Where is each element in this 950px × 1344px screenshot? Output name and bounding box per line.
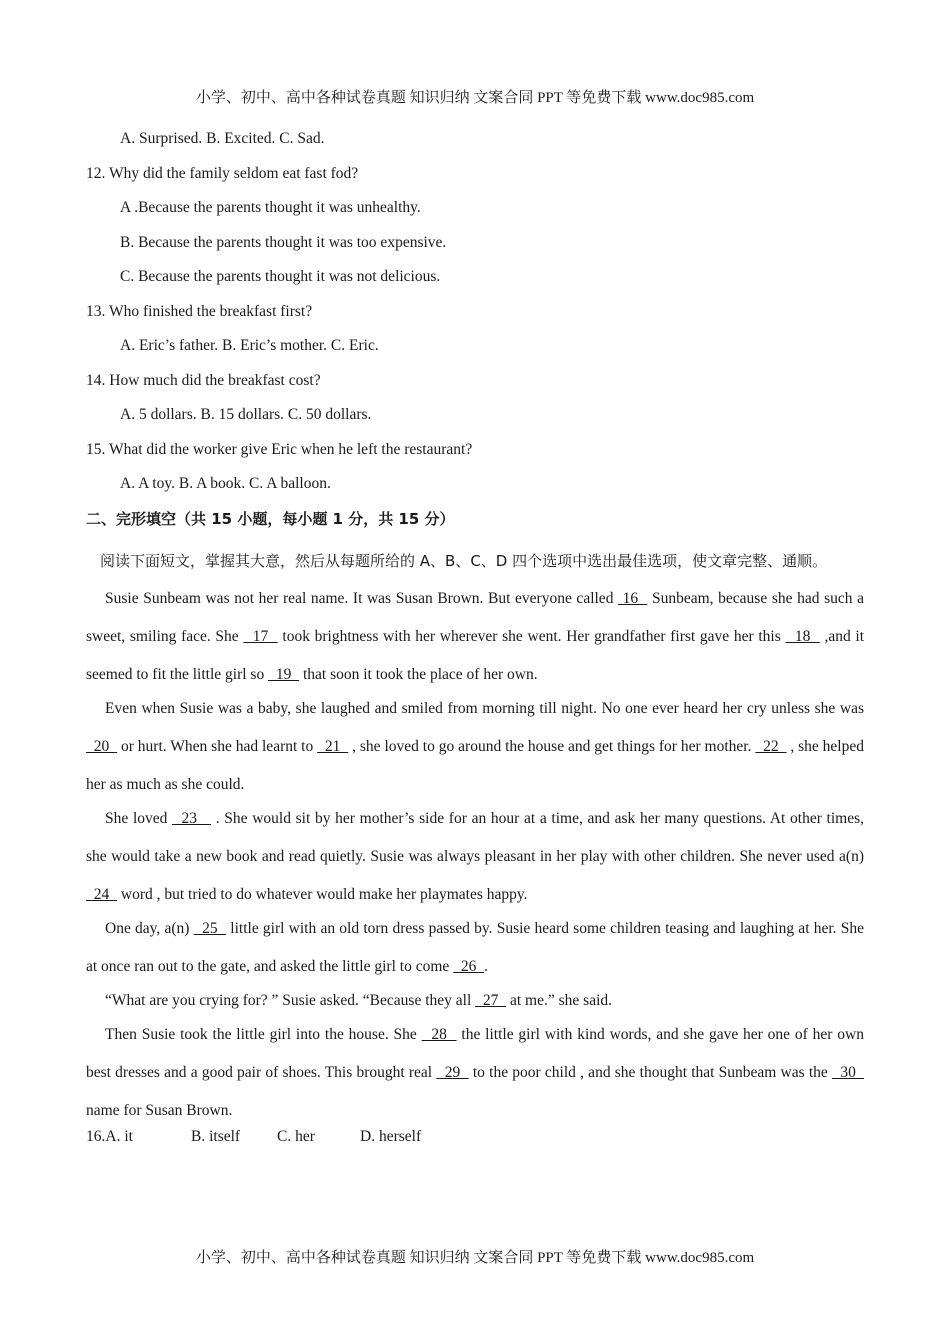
q16-option-d: D. herself	[360, 1127, 422, 1145]
paragraph-text: , she helped her as much as she could.	[86, 737, 864, 793]
cloze-section-title: 二、完形填空（共 15 小题，每小题 1 分，共 15 分）	[86, 509, 455, 528]
paragraph-text: “What are you crying for? ” Susie asked. “Because they all	[105, 991, 476, 1009]
q15-options: A. A toy. B. A book. C. A balloon.	[120, 475, 331, 492]
q11-options: A. Surprised. B. Excited. C. Sad.	[120, 130, 325, 147]
q12-question: 12. Why did the family seldom eat fast fod?	[86, 164, 359, 182]
page-footer: 小学、初中、高中各种试卷真题 知识归纳 文案合同 PPT 等免费下载 www.doc985.com	[195, 1250, 755, 1266]
paragraph-text: at me.” she said.	[506, 991, 613, 1009]
cloze-paragraph-6	[86, 1016, 864, 1130]
q16-option-a: 16.A. it	[86, 1127, 133, 1145]
paragraph-text: the little girl with kind words, and she gave her one of her own best dresses and a good pair of shoes. This brought real	[86, 1025, 864, 1081]
blank-22: 22	[755, 737, 787, 755]
q15-question: 15. What did the worker give Eric when he left the restaurant?	[86, 440, 473, 458]
paragraph-text: . She would sit by her mother’s side for an hour at a time, and ask her many questions. At other times, she would take a new book and read quietly. Susie was always pleasant in her play with other children. She never used a(n)	[86, 809, 865, 865]
cloze-paragraph-3	[86, 800, 864, 914]
cloze-paragraph-5	[86, 982, 864, 1020]
q16-options	[86, 1126, 864, 1161]
blank-28: 28	[421, 1025, 457, 1043]
paragraph-text: ,and it seemed to fit the little girl so	[86, 627, 865, 683]
cloze-paragraph-2	[86, 690, 864, 804]
blank-25: 25	[193, 919, 227, 937]
paragraph-text: Susie Sunbeam was not her real name. It was Susan Brown. But everyone called	[105, 589, 619, 607]
paragraph-text: .	[484, 957, 489, 975]
paragraph-text: One day, a(n)	[105, 919, 194, 937]
q13-options: A. Eric’s father. B. Eric’s mother. C. Eric.	[120, 337, 379, 354]
blank-21: 21	[317, 737, 349, 755]
blank-26: 26	[453, 957, 485, 975]
paragraph-text: Even when Susie was a baby, she laughed and smiled from morning till night. No one ever heard her cry unless she was	[105, 699, 864, 717]
blank-30: 30	[832, 1063, 865, 1081]
paragraph-text: She loved	[105, 809, 173, 827]
blank-27: 27	[475, 991, 507, 1009]
paragraph-text: Then Susie took the little girl into the house. She	[105, 1025, 422, 1043]
q14-question: 14. How much did the breakfast cost?	[86, 371, 321, 389]
blank-18: 18	[785, 627, 820, 645]
page-header: 小学、初中、高中各种试卷真题 知识归纳 文案合同 PPT 等免费下载 www.doc985.com	[195, 90, 755, 106]
page-content	[86, 128, 864, 1160]
cloze-instructions: 阅读下面短文，掌握其大意，然后从每题所给的 A、B、C、D 四个选项中选出最佳选项，使文章完整、通顺。	[100, 551, 828, 570]
blank-23: 23	[172, 809, 212, 827]
blank-16: 16	[618, 589, 648, 607]
q14-options: A. 5 dollars. B. 15 dollars. C. 50 dollars.	[120, 406, 372, 423]
paragraph-text: that soon it took the place of her own.	[299, 665, 538, 683]
paragraph-text: word , but tried to do whatever would make her playmates happy.	[117, 885, 528, 903]
paragraph-text: to the poor child , and she thought that Sunbeam was the	[468, 1063, 833, 1081]
blank-29: 29	[436, 1063, 469, 1081]
q13-question: 13. Who finished the breakfast first?	[86, 302, 313, 320]
cloze-paragraph-1	[86, 580, 864, 694]
paragraph-text: name for Susan Brown.	[86, 1101, 233, 1119]
cloze-paragraph-4	[86, 910, 864, 986]
blank-19: 19	[268, 665, 300, 683]
q12-option-a: A .Because the parents thought it was unhealthy.	[120, 199, 421, 216]
blank-20: 20	[86, 737, 118, 755]
paragraph-text: , she loved to go around the house and get things for her mother.	[348, 737, 756, 755]
q12-option-b: B. Because the parents thought it was too expensive.	[120, 233, 447, 251]
q16-option-c: C. her	[277, 1127, 315, 1145]
paragraph-text: Sunbeam, because she had such a sweet, smiling face. She	[86, 589, 864, 645]
paragraph-text: took brightness with her wherever she went. Her grandfather first gave her this	[277, 627, 786, 645]
q16-option-b: B. itself	[191, 1127, 241, 1145]
paragraph-text: little girl with an old torn dress passed by. Susie heard some children teasing and laughing at her. She at once ran out to the gate, and asked the little girl to come	[86, 919, 864, 975]
blank-24: 24	[86, 885, 117, 903]
q12-option-c: C. Because the parents thought it was not delicious.	[120, 268, 441, 285]
paragraph-text: or hurt. When she had learnt to	[117, 737, 318, 755]
blank-17: 17	[243, 627, 278, 645]
